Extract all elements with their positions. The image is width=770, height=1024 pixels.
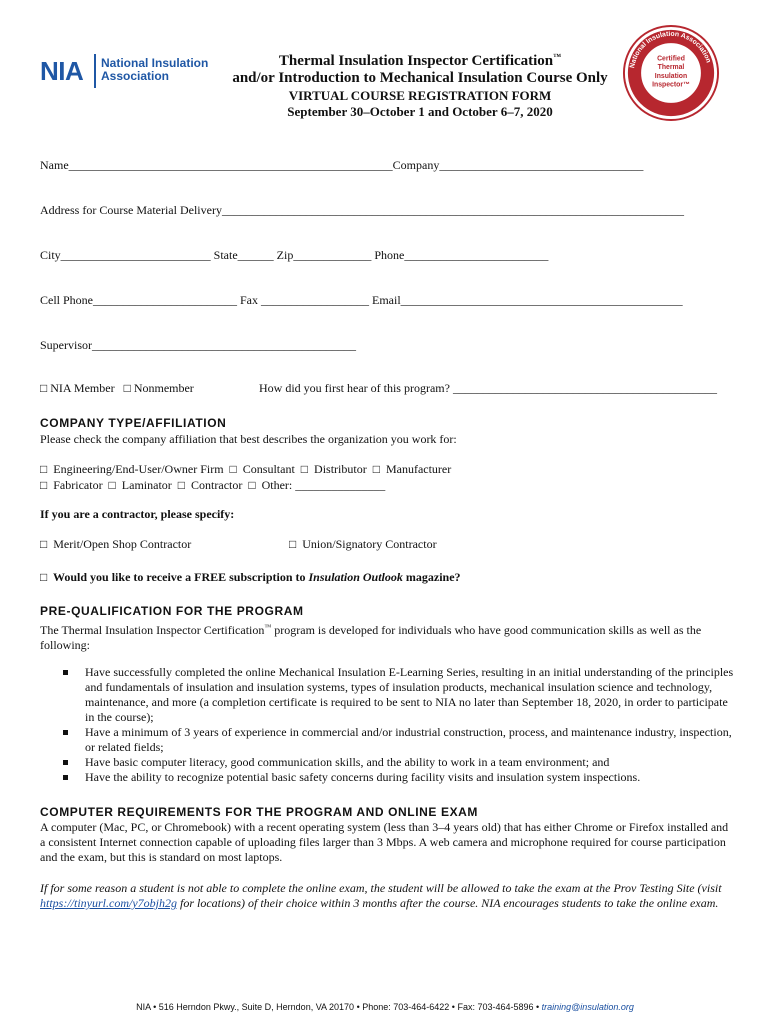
seal-line-1: Certified — [657, 55, 685, 63]
prequal-intro — [40, 620, 740, 653]
prequal-tm: ™ — [264, 623, 272, 631]
magazine-name: Insulation Outlook — [308, 570, 403, 584]
course-dates: September 30–October 1 and October 6–7, 2020 — [287, 104, 553, 119]
prov-testing-link[interactable]: https://tinyurl.com/y7objh2g — [40, 896, 177, 910]
prequal-intro-c: following: — [40, 638, 90, 652]
logo-divider — [94, 54, 96, 88]
nia-logo-abbr: NIA — [40, 56, 84, 86]
certified-inspector-seal — [622, 24, 720, 122]
contractor-question: If you are a contractor, please specify: — [40, 507, 235, 521]
footer — [0, 1002, 770, 1012]
exam-note — [40, 881, 735, 911]
seal-line-2: Thermal — [657, 64, 685, 72]
form-type: VIRTUAL COURSE REGISTRATION FORM — [288, 88, 552, 103]
bullet-icon — [63, 730, 68, 735]
bullet-icon — [63, 775, 68, 780]
seal-line-3: Insulation — [654, 72, 688, 80]
supervisor-field[interactable]: Supervisor____________________________________________ — [40, 338, 356, 352]
nia-logo-name — [101, 57, 208, 83]
exam-note-a: If for some reason a student is not able to complete the online exam, the student will be allowed to take the exam at the Prov Testing Site (visit — [40, 881, 722, 895]
prequal-intro-b: program is developed for individuals who have good communication skills as well as the — [271, 623, 702, 637]
prequal-bullet-1-text: Have successfully completed the online Mechanical Insulation E-Learning Series, resulting in an initial understanding of the principles and fundamentals of insulation and insulation systems, types of insulation products, mechanical insulation science and technology, maintenance, and more (a completion certificate is required to be sent to NIA no later than September 18, 2020, in order to participate in the course); — [85, 665, 734, 724]
bullet-icon — [63, 670, 68, 675]
logo-line-1: National Insulation — [101, 56, 209, 70]
company-type-heading: COMPANY TYPE/AFFILIATION — [40, 416, 227, 430]
seal-line-4: Inspector™ — [652, 81, 690, 89]
logo-line-2: Association — [101, 69, 170, 83]
prequal-bullet-3-text: Have basic computer literacy, good communication skills, and the ability to work in a team environment; and — [85, 755, 610, 769]
prequal-bullet-1 — [85, 665, 740, 725]
address-field[interactable]: Address for Course Material Delivery_____________________________________________________________________________ — [40, 203, 684, 217]
title-line-1: Thermal Insulation Inspector Certification — [278, 53, 554, 69]
computer-req-heading: COMPUTER REQUIREMENTS FOR THE PROGRAM AND ONLINE EXAM — [40, 805, 479, 819]
hear-about-field[interactable]: How did you first hear of this program? ____________________________________________ — [259, 381, 717, 395]
computer-req-text: A computer (Mac, PC, or Chromebook) with a recent operating system (less than 3–4 years old) that has either Chrome or Firefox installed and a consistent Internet connection capable of uploading files larger than 3 Mbps. A web camera and microphone required for course participation and the exam, but this is standard on most laptops. — [40, 820, 729, 864]
union-contractor-checkbox[interactable]: □ Union/Signatory Contractor — [289, 537, 437, 551]
footer-email-link[interactable]: training@insulation.org — [541, 1002, 634, 1012]
subscription-checkbox[interactable] — [40, 570, 461, 585]
exam-note-b: for locations) of their choice within 3 months after the course. NIA encourages students to take the online exam. — [177, 896, 719, 910]
subscription-text-c: magazine? — [402, 570, 461, 584]
cell-fax-email-field[interactable]: Cell Phone________________________ Fax __________________ Email_______________________________________________ — [40, 293, 683, 307]
merit-shop-checkbox[interactable]: □ Merit/Open Shop Contractor — [40, 537, 192, 551]
company-type-row-1[interactable]: □ Engineering/End-User/Owner Firm □ Consultant □ Distributor □ Manufacturer — [40, 462, 452, 476]
prequal-bullet-2 — [85, 725, 740, 755]
prequal-bullet-3 — [85, 755, 740, 770]
bullet-icon — [63, 760, 68, 765]
company-type-intro: Please check the company affiliation that best describes the organization you work for: — [40, 432, 457, 446]
form-subtitle: and/or Introduction to Mechanical Insulation Course Only — [232, 70, 608, 86]
trademark-symbol: ™ — [553, 52, 562, 61]
prequal-bullet-4 — [85, 770, 740, 785]
subscription-text-a: □ Would you like to receive a FREE subscription to — [40, 570, 309, 584]
company-type-row-2[interactable]: □ Fabricator □ Laminator □ Contractor □ Other: _______________ — [40, 478, 386, 492]
city-state-zip-phone-field[interactable]: City_________________________ State______ Zip_____________ Phone________________________ — [40, 248, 549, 262]
member-checkboxes[interactable]: □ NIA Member □ Nonmember — [40, 381, 194, 395]
name-company-field[interactable]: Name______________________________________________________Company__________________________________ — [40, 158, 644, 172]
footer-address: NIA • 516 Herndon Pkwy., Suite D, Herndon, VA 20170 • Phone: 703-464-6422 • Fax: 703-464-5896 • — [136, 1002, 542, 1012]
prequal-heading: PRE-QUALIFICATION FOR THE PROGRAM — [40, 604, 304, 618]
prequal-intro-a: The Thermal Insulation Inspector Certification — [40, 623, 265, 637]
prequal-bullet-4-text: Have the ability to recognize potential basic safety concerns during facility visits and insulation system inspections. — [85, 770, 641, 784]
form-title — [210, 52, 630, 70]
seal-ring-text: National Insulation Association — [629, 30, 712, 69]
prequal-bullet-2-text: Have a minimum of 3 years of experience in commercial and/or industrial construction, process, and maintenance industry, inspection, or related fields; — [85, 725, 732, 754]
